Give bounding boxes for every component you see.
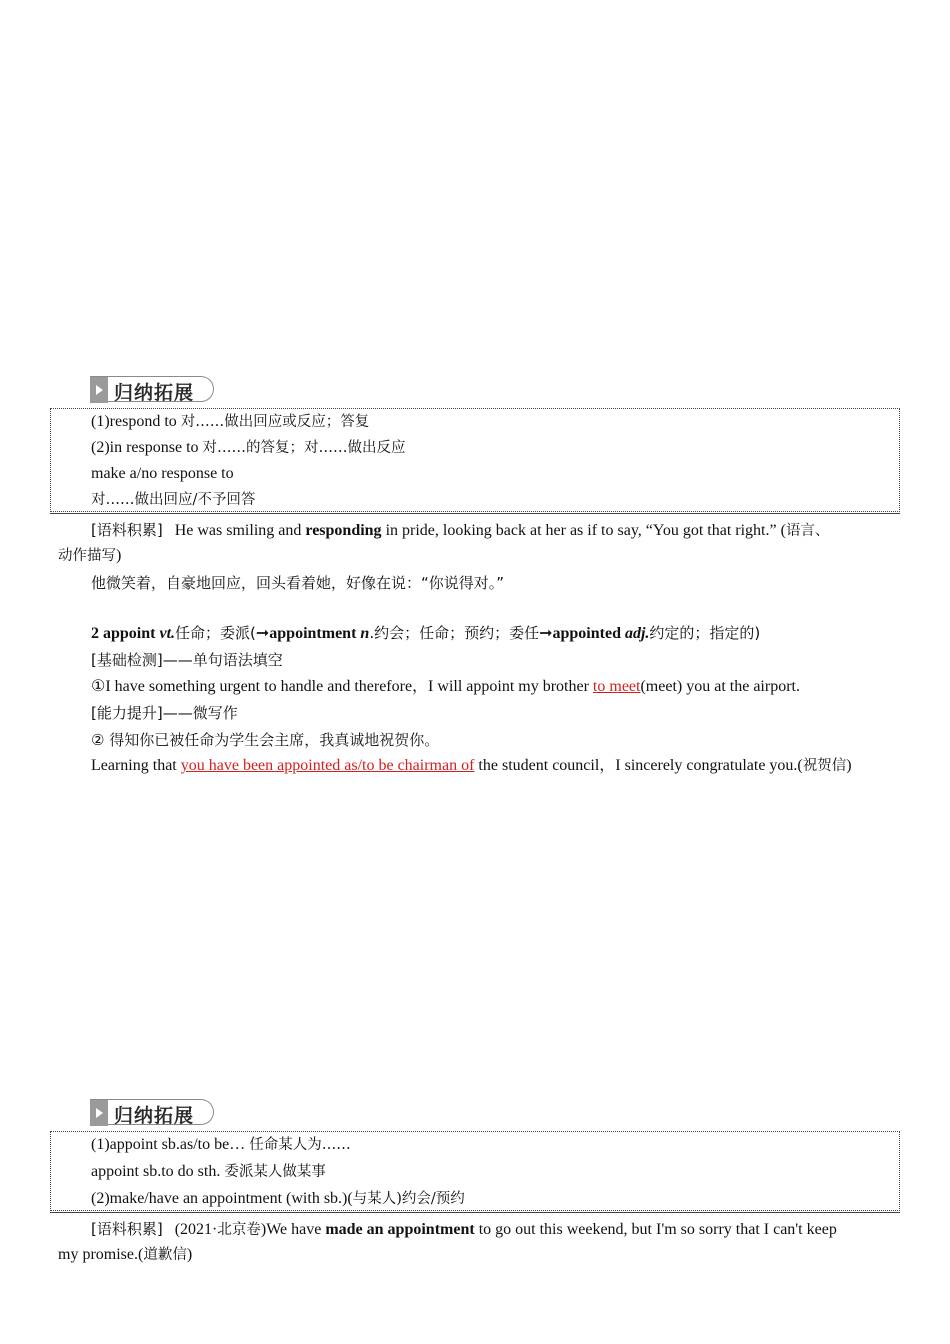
summary-item: (2)in response to 对……的答复；对……做出反应 <box>91 439 406 456</box>
headword: appoint <box>103 625 160 642</box>
corpus-line-cont: 动作描写) <box>58 547 122 564</box>
corpus-label: [语料积累] <box>91 1220 163 1238</box>
play-triangle-icon <box>90 377 108 403</box>
summary-item: 对……做出回应/不予回答 <box>91 492 256 508</box>
summary-item: (2)make/have an appointment (with sb.)(与某人)约会/预约 <box>91 1190 465 1207</box>
section-tag-summary <box>90 1099 214 1125</box>
summary-item: appoint sb.to do sth. 委派某人做某事 <box>91 1163 326 1180</box>
arrow-icon: ➞ <box>539 625 553 642</box>
corpus-line: [语料积累] He was smiling and responding in pride, looking back at her as if to say, “You got that right.” (语言、 <box>91 521 830 539</box>
exercise-1: ①I have something urgent to handle and therefore，I will appoint my brother to meet(meet) you at the airport. <box>91 678 800 695</box>
section-tag-summary <box>90 376 214 402</box>
answer-2: you have been appointed as/to be chairman of <box>180 757 475 774</box>
corpus-line-cont: my promise.(道歉信) <box>58 1246 193 1263</box>
summary-item: make a/no response to <box>91 465 234 482</box>
basic-check-heading: [基础检测]——单句语法填空 <box>91 651 283 669</box>
section-tag-label: 归纳拓展 <box>114 382 195 404</box>
answer-1: to meet <box>592 678 641 695</box>
arrow-icon: ➞ <box>255 625 270 642</box>
ability-heading: [能力提升]——微写作 <box>91 704 238 722</box>
vocab-entry-appoint: 2 appoint vt.任命；委派(➞appointment n.约会；任命；预约；委任➞appointed adj.约定的；指定的) <box>91 624 761 642</box>
summary-box-underline <box>50 513 900 514</box>
exercise-2: Learning that you have been appointed as/to be chairman of the student council，I sincerely congratulate you.(祝贺信) <box>91 757 852 774</box>
corpus-label: [语料积累] <box>91 521 163 539</box>
summary-item: (1)respond to 对……做出回应或反应；答复 <box>91 413 370 430</box>
corpus-line: [语料积累] (2021·北京卷)We have made an appointment to go out this weekend, but I'm so sorry that I can't keep <box>91 1220 837 1238</box>
play-triangle-icon <box>90 1100 108 1126</box>
summary-item: (1)appoint sb.as/to be… 任命某人为…… <box>91 1136 351 1153</box>
corpus-translation: 他微笑着，自豪地回应，回头看着她，好像在说：“你说得对。” <box>91 574 505 592</box>
section-tag-label: 归纳拓展 <box>114 1105 195 1127</box>
summary-box-underline <box>50 1212 900 1213</box>
exercise-2-prompt: ② 得知你已被任命为学生会主席，我真诚地祝贺你。 <box>91 731 440 749</box>
